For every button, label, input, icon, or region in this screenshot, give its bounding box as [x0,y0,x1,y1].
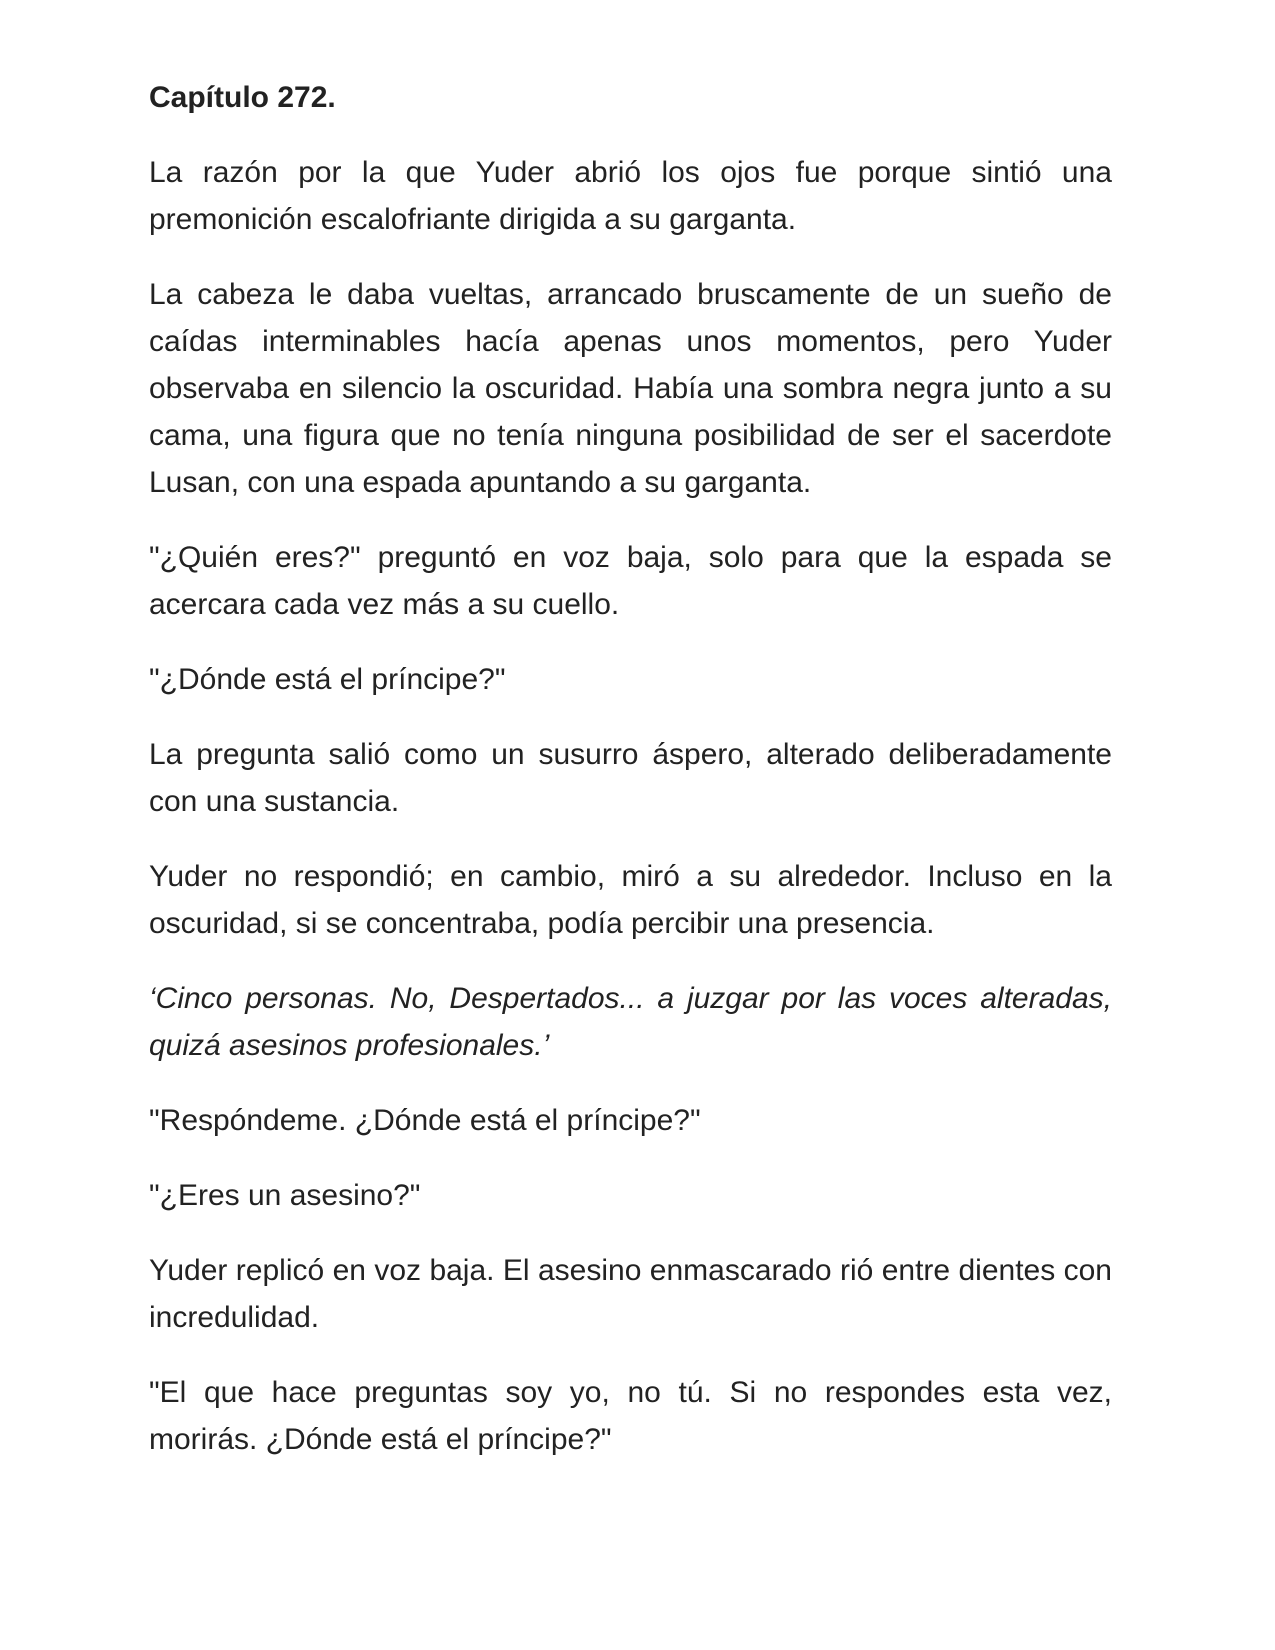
paragraph: "El que hace preguntas soy yo, no tú. Si no respondes esta vez, morirás. ¿Dónde está el príncipe?" [149,1376,1112,1456]
paragraph: Yuder no respondió; en cambio, miró a su alrededor. Incluso en la oscuridad, si se concentraba, podía percibir una presencia. [149,860,1112,940]
paragraph: La razón por la que Yuder abrió los ojos fue porque sintió una premonición escalofriante dirigida a su garganta. [149,156,1112,236]
paragraph: "¿Eres un asesino?" [149,1179,421,1212]
paragraph: "¿Dónde está el príncipe?" [149,663,506,696]
paragraph: Yuder replicó en voz baja. El asesino enmascarado rió entre dientes con incredulidad. [149,1254,1112,1334]
paragraph: "Respóndeme. ¿Dónde está el príncipe?" [149,1104,701,1137]
paragraph: La pregunta salió como un susurro áspero, alterado deliberadamente con una sustancia. [149,738,1112,818]
chapter-title: Capítulo 272. [149,81,336,114]
inner-thought-paragraph: ‘Cinco personas. No, Despertados... a juzgar por las voces alteradas, quizá asesinos profesionales.’ [149,982,1112,1062]
paragraph: La cabeza le daba vueltas, arrancado bruscamente de un sueño de caídas interminables hacía apenas unos momentos, pero Yuder observaba en silencio la oscuridad. Había una sombra negra junto a su cama, una figura que no tenía ninguna posibilidad de ser el sacerdote Lusan, con una espada apuntando a su garganta. [149,278,1112,499]
paragraph: "¿Quién eres?" preguntó en voz baja, solo para que la espada se acercara cada vez más a su cuello. [149,541,1112,621]
document-page [149,74,1112,1491]
